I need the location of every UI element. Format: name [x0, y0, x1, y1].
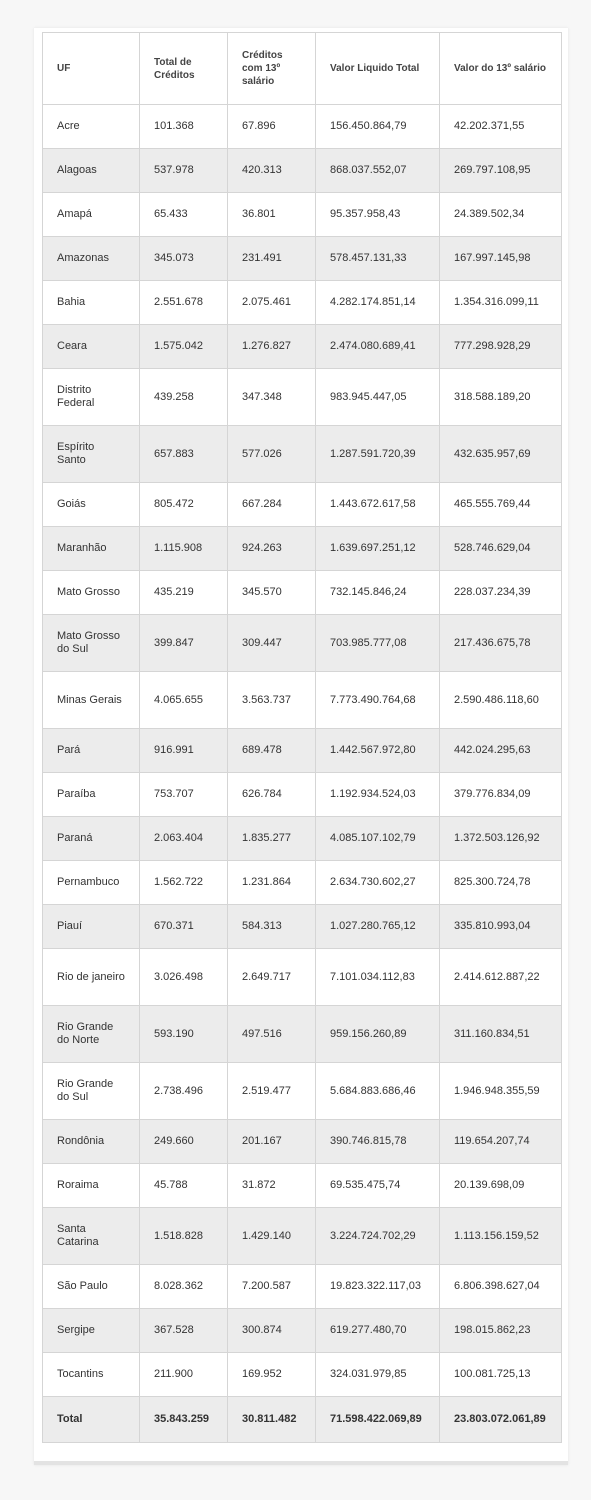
cell-uf: Bahia	[43, 281, 140, 325]
table-row	[43, 949, 562, 1006]
cell-valor-13: 269.797.108,95	[440, 149, 562, 193]
cell-valor-13: 432.635.957,69	[440, 426, 562, 483]
cell-uf: São Paulo	[43, 1265, 140, 1309]
cell-creditos-13: 689.478	[228, 729, 316, 773]
cell-valor-liquido: 3.224.724.702,29	[316, 1208, 440, 1265]
cell-uf: Maranhão	[43, 527, 140, 571]
cell-uf: Rio de janeiro	[43, 949, 140, 1006]
cell-total-creditos: 593.190	[140, 1006, 228, 1063]
cell-valor-13: 465.555.769,44	[440, 483, 562, 527]
table-row	[43, 483, 562, 527]
table-row	[43, 1063, 562, 1120]
cell-total-creditos: 3.026.498	[140, 949, 228, 1006]
cell-uf: Paraná	[43, 817, 140, 861]
cell-valor-13: 100.081.725,13	[440, 1353, 562, 1397]
cell-total-creditos: 1.518.828	[140, 1208, 228, 1265]
cell-creditos-13: 36.801	[228, 193, 316, 237]
cell-creditos-13: 1.231.864	[228, 861, 316, 905]
cell-valor-13: 777.298.928,29	[440, 325, 562, 369]
cell-creditos-13: 667.284	[228, 483, 316, 527]
table-row	[43, 905, 562, 949]
cell-valor-liquido: 2.634.730.602,27	[316, 861, 440, 905]
table-row	[43, 1353, 562, 1397]
cell-valor-liquido: 578.457.131,33	[316, 237, 440, 281]
cell-creditos-13: 31.872	[228, 1164, 316, 1208]
cell-valor-liquido: 4.085.107.102,79	[316, 817, 440, 861]
cell-creditos-13: 626.784	[228, 773, 316, 817]
total-cell-valor-13: 23.803.072.061,89	[440, 1397, 562, 1443]
cell-valor-13: 528.746.629,04	[440, 527, 562, 571]
table-row	[43, 817, 562, 861]
cell-uf: Santa Catarina	[43, 1208, 140, 1265]
table-row	[43, 1265, 562, 1309]
cell-uf: Paraíba	[43, 773, 140, 817]
table-row	[43, 149, 562, 193]
cell-total-creditos: 399.847	[140, 615, 228, 672]
cell-total-creditos: 439.258	[140, 369, 228, 426]
cell-valor-liquido: 7.101.034.112,83	[316, 949, 440, 1006]
cell-uf: Sergipe	[43, 1309, 140, 1353]
cell-valor-13: 1.372.503.126,92	[440, 817, 562, 861]
cell-valor-13: 119.654.207,74	[440, 1120, 562, 1164]
cell-total-creditos: 101.368	[140, 105, 228, 149]
cell-valor-liquido: 1.027.280.765,12	[316, 905, 440, 949]
cell-total-creditos: 670.371	[140, 905, 228, 949]
cell-valor-13: 228.037.234,39	[440, 571, 562, 615]
cell-creditos-13: 2.519.477	[228, 1063, 316, 1120]
cell-valor-liquido: 1.287.591.720,39	[316, 426, 440, 483]
table-row	[43, 571, 562, 615]
cell-valor-liquido: 5.684.883.686,46	[316, 1063, 440, 1120]
table-row	[43, 615, 562, 672]
total-cell-uf: Total	[43, 1397, 140, 1443]
table-row	[43, 426, 562, 483]
cell-total-creditos: 916.991	[140, 729, 228, 773]
cell-valor-13: 1.113.156.159,52	[440, 1208, 562, 1265]
cell-creditos-13: 584.313	[228, 905, 316, 949]
cell-valor-liquido: 7.773.490.764,68	[316, 672, 440, 729]
cell-valor-liquido: 390.746.815,78	[316, 1120, 440, 1164]
cell-creditos-13: 1.276.827	[228, 325, 316, 369]
cell-valor-13: 6.806.398.627,04	[440, 1265, 562, 1309]
cell-total-creditos: 435.219	[140, 571, 228, 615]
cell-uf: Roraima	[43, 1164, 140, 1208]
cell-creditos-13: 231.491	[228, 237, 316, 281]
header-total-creditos: Total de Créditos	[140, 33, 228, 105]
cell-uf: Espírito Santo	[43, 426, 140, 483]
cell-valor-13: 1.946.948.355,59	[440, 1063, 562, 1120]
table-row	[43, 369, 562, 426]
cell-total-creditos: 1.562.722	[140, 861, 228, 905]
table-body	[43, 105, 562, 1443]
cell-total-creditos: 367.528	[140, 1309, 228, 1353]
cell-total-creditos: 1.575.042	[140, 325, 228, 369]
cell-creditos-13: 1.429.140	[228, 1208, 316, 1265]
cell-total-creditos: 753.707	[140, 773, 228, 817]
cell-valor-liquido: 4.282.174.851,14	[316, 281, 440, 325]
cell-creditos-13: 2.075.461	[228, 281, 316, 325]
table-row	[43, 105, 562, 149]
cell-creditos-13: 420.313	[228, 149, 316, 193]
cell-total-creditos: 2.738.496	[140, 1063, 228, 1120]
table-row	[43, 729, 562, 773]
cell-valor-13: 42.202.371,55	[440, 105, 562, 149]
table-row	[43, 773, 562, 817]
cell-valor-liquido: 1.442.567.972,80	[316, 729, 440, 773]
cell-valor-liquido: 868.037.552,07	[316, 149, 440, 193]
cell-valor-liquido: 19.823.322.117,03	[316, 1265, 440, 1309]
cell-total-creditos: 2.551.678	[140, 281, 228, 325]
cell-total-creditos: 8.028.362	[140, 1265, 228, 1309]
cell-uf: Goiás	[43, 483, 140, 527]
table-row	[43, 1120, 562, 1164]
credits-table	[42, 32, 562, 1443]
table-card	[34, 28, 568, 1465]
cell-valor-liquido: 619.277.480,70	[316, 1309, 440, 1353]
cell-valor-liquido: 156.450.864,79	[316, 105, 440, 149]
cell-valor-13: 311.160.834,51	[440, 1006, 562, 1063]
cell-uf: Rio Grande do Norte	[43, 1006, 140, 1063]
cell-creditos-13: 7.200.587	[228, 1265, 316, 1309]
cell-total-creditos: 4.065.655	[140, 672, 228, 729]
table-row	[43, 861, 562, 905]
cell-creditos-13: 309.447	[228, 615, 316, 672]
total-cell-valor-liquido: 71.598.422.069,89	[316, 1397, 440, 1443]
cell-uf: Tocantins	[43, 1353, 140, 1397]
cell-uf: Amapá	[43, 193, 140, 237]
table-row	[43, 1006, 562, 1063]
cell-valor-liquido: 2.474.080.689,41	[316, 325, 440, 369]
table-row	[43, 672, 562, 729]
cell-valor-13: 24.389.502,34	[440, 193, 562, 237]
cell-creditos-13: 345.570	[228, 571, 316, 615]
cell-valor-13: 379.776.834,09	[440, 773, 562, 817]
cell-valor-13: 442.024.295,63	[440, 729, 562, 773]
header-creditos-13: Créditos com 13º salário	[228, 33, 316, 105]
cell-valor-liquido: 95.357.958,43	[316, 193, 440, 237]
cell-valor-13: 335.810.993,04	[440, 905, 562, 949]
cell-uf: Alagoas	[43, 149, 140, 193]
cell-total-creditos: 211.900	[140, 1353, 228, 1397]
cell-creditos-13: 3.563.737	[228, 672, 316, 729]
cell-creditos-13: 201.167	[228, 1120, 316, 1164]
cell-creditos-13: 67.896	[228, 105, 316, 149]
cell-creditos-13: 169.952	[228, 1353, 316, 1397]
cell-creditos-13: 924.263	[228, 527, 316, 571]
cell-valor-liquido: 1.443.672.617,58	[316, 483, 440, 527]
cell-valor-13: 20.139.698,09	[440, 1164, 562, 1208]
cell-valor-liquido: 732.145.846,24	[316, 571, 440, 615]
cell-total-creditos: 249.660	[140, 1120, 228, 1164]
table-row	[43, 325, 562, 369]
cell-valor-13: 198.015.862,23	[440, 1309, 562, 1353]
cell-uf: Amazonas	[43, 237, 140, 281]
cell-uf: Distrito Federal	[43, 369, 140, 426]
cell-uf: Ceara	[43, 325, 140, 369]
cell-uf: Acre	[43, 105, 140, 149]
cell-creditos-13: 1.835.277	[228, 817, 316, 861]
cell-creditos-13: 347.348	[228, 369, 316, 426]
cell-creditos-13: 497.516	[228, 1006, 316, 1063]
cell-valor-liquido: 959.156.260,89	[316, 1006, 440, 1063]
table-row	[43, 193, 562, 237]
cell-creditos-13: 2.649.717	[228, 949, 316, 1006]
cell-total-creditos: 1.115.908	[140, 527, 228, 571]
cell-uf: Mato Grosso	[43, 571, 140, 615]
cell-total-creditos: 805.472	[140, 483, 228, 527]
table-row	[43, 237, 562, 281]
cell-total-creditos: 45.788	[140, 1164, 228, 1208]
table-row	[43, 1208, 562, 1265]
header-valor-liquido: Valor Liquido Total	[316, 33, 440, 105]
cell-total-creditos: 345.073	[140, 237, 228, 281]
cell-valor-liquido: 324.031.979,85	[316, 1353, 440, 1397]
cell-valor-13: 217.436.675,78	[440, 615, 562, 672]
header-uf: UF	[43, 33, 140, 105]
cell-total-creditos: 657.883	[140, 426, 228, 483]
table-total-row	[43, 1397, 562, 1443]
cell-valor-liquido: 703.985.777,08	[316, 615, 440, 672]
cell-uf: Piauí	[43, 905, 140, 949]
cell-uf: Mato Grosso do Sul	[43, 615, 140, 672]
table-row	[43, 281, 562, 325]
cell-total-creditos: 65.433	[140, 193, 228, 237]
cell-valor-liquido: 69.535.475,74	[316, 1164, 440, 1208]
table-row	[43, 1309, 562, 1353]
cell-valor-13: 2.590.486.118,60	[440, 672, 562, 729]
cell-valor-13: 2.414.612.887,22	[440, 949, 562, 1006]
table-row	[43, 527, 562, 571]
cell-valor-liquido: 983.945.447,05	[316, 369, 440, 426]
cell-uf: Rio Grande do Sul	[43, 1063, 140, 1120]
cell-uf: Pernambuco	[43, 861, 140, 905]
cell-valor-13: 167.997.145,98	[440, 237, 562, 281]
cell-valor-liquido: 1.639.697.251,12	[316, 527, 440, 571]
table-header-row	[43, 33, 562, 105]
cell-valor-13: 318.588.189,20	[440, 369, 562, 426]
total-cell-total-creditos: 35.843.259	[140, 1397, 228, 1443]
cell-valor-liquido: 1.192.934.524,03	[316, 773, 440, 817]
cell-creditos-13: 300.874	[228, 1309, 316, 1353]
header-valor-13: Valor do 13º salário	[440, 33, 562, 105]
cell-total-creditos: 2.063.404	[140, 817, 228, 861]
cell-valor-13: 1.354.316.099,11	[440, 281, 562, 325]
cell-uf: Rondônia	[43, 1120, 140, 1164]
cell-valor-13: 825.300.724,78	[440, 861, 562, 905]
table-row	[43, 1164, 562, 1208]
cell-creditos-13: 577.026	[228, 426, 316, 483]
cell-uf: Pará	[43, 729, 140, 773]
cell-uf: Minas Gerais	[43, 672, 140, 729]
total-cell-creditos-13: 30.811.482	[228, 1397, 316, 1443]
cell-total-creditos: 537.978	[140, 149, 228, 193]
